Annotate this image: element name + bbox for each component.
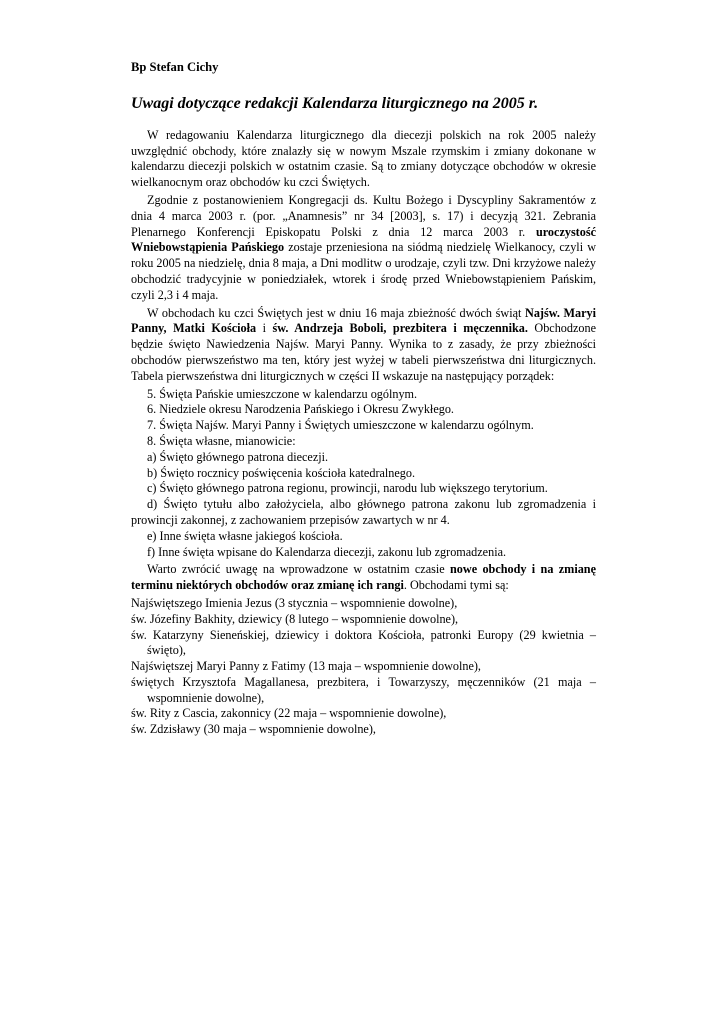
list-item: c) Święto głównego patrona regionu, prowincji, narodu lub większego terytorium. (147, 481, 548, 496)
list-item: 5. Święta Pańskie umieszczone w kalendarzu ogólnym. (147, 386, 418, 401)
paragraph-3 (131, 306, 596, 385)
list-item: e) Inne święta własne jakiegoś kościoła. (147, 528, 343, 543)
paragraph-2-bold: uroczystość Wniebowstąpienia Pańskiego (131, 224, 596, 255)
paragraph-2-text-a: Zgodnie z postanowieniem Kongregacji ds. Kultu Bożego i Dyscypliny Sakramentów z dnia 4 marca 2003 r. (por. „Anamnesis” nr 34 [2003], s. 17) i decyzją 321. Zebrania Plenarnego Konferencji Episkopatu Polski z dnia 12 marca 2003 r. (131, 192, 596, 239)
feast-entry: Najświętszej Maryi Panny z Fatimy (13 maja – wspomnienie dowolne), (131, 659, 481, 674)
feast-entry: świętych Krzysztofa Magallanesa, prezbitera, i Towarzyszy, męczenników (21 maja – wspomnienie dowolne), (131, 674, 596, 705)
paragraph-3-text-a: W obchodach ku czci Świętych jest w dniu 16 maja zbieżność dwóch świąt (147, 305, 526, 320)
feast-entry: św. Zdzisławy (30 maja – wspomnienie dowolne), (131, 722, 376, 737)
list-item: b) Święto rocznicy poświęcenia kościoła katedralnego. (147, 465, 416, 480)
feast-list (131, 596, 596, 738)
paragraph-2 (131, 193, 596, 304)
paragraph-3-text-c: i (256, 321, 273, 336)
paragraph-4-text-a: Warto zwrócić uwagę na wprowadzone w ostatnim czasie (147, 562, 451, 577)
feast-entry: św. Józefiny Bakhity, dziewicy (8 lutego – wspomnienie dowolne), (131, 611, 459, 626)
author: Bp Stefan Cichy (131, 60, 219, 74)
feast-entry: św. Katarzyny Sieneńskiej, dziewicy i doktora Kościoła, patronki Europy (29 kwietnia – święto), (131, 627, 596, 658)
document-title: Uwagi dotyczące redakcji Kalendarza liturgicznego na 2005 r. (131, 94, 539, 112)
paragraph-3-bold-1: Najśw. Maryi Panny, Matki Kościoła (131, 305, 597, 336)
precedence-list (131, 387, 596, 561)
feast-entry: św. Rity z Cascia, zakonnicy (22 maja – wspomnienie dowolne), (131, 706, 447, 721)
document-page (131, 60, 596, 738)
paragraph-2-text-c: zostaje przeniesiona na siódmą niedzielę Wielkanocy, czyli w roku 2005 na niedzielę, dnia 8 maja, a Dni modlitw o urodzaje, czyli tzw. Dni krzyżowe należy obchodzić tradycyjnie w poniedziałek, wtorek i środę przed Wniebowstąpieniem Pańskim, czyli 2,3 i 4 maja. (131, 240, 596, 302)
list-item: f) Inne święta wpisane do Kalendarza diecezji, zakonu lub zgromadzenia. (147, 544, 507, 559)
list-item: a) Święto głównego patrona diecezji. (147, 449, 329, 464)
paragraph-4-text-c: . Obchodami tymi są: (403, 578, 509, 593)
paragraph-1: W redagowaniu Kalendarza liturgicznego dla diecezji polskich na rok 2005 należy uwzględnić obchody, które znalazły się w nowym Mszale rzymskim i zmiany dokonane w kalendarzu diecezji polskich w ostatnim czasie. Są to zmiany dotyczące obchodów w okresie wielkanocnym oraz obchodów ku czci Świętych. (131, 127, 596, 190)
paragraph-3-bold-2: św. Andrzeja Boboli, prezbitera i męczennika. (272, 321, 528, 336)
list-item: 8. Święta własne, mianowicie: (147, 433, 296, 448)
list-item: d) Święto tytułu albo założyciela, albo głównego patrona zakonu lub zgromadzenia i prowincji zakonnej, z zachowaniem przepisów zawartych w nr 4. (131, 497, 596, 527)
paragraph-3-text-e: Obchodzone będzie święto Nawiedzenia Najśw. Maryi Panny. Wynika to z zasady, że przy zbieżności obchodów pierwszeństwo ma ten, który jest wyżej w tabeli pierwszeństwa dni liturgicznych. Tabela pierwszeństwa dni liturgicznych w części II wskazuje na następujący porządek: (131, 321, 597, 383)
paragraph-4 (131, 562, 596, 594)
list-item: 6. Niedziele okresu Narodzenia Pańskiego i Okresu Zwykłego. (147, 402, 454, 417)
feast-entry: Najświętszego Imienia Jezus (3 stycznia – wspomnienie dowolne), (131, 595, 458, 610)
list-item: 7. Święta Najśw. Maryi Panny i Świętych umieszczone w kalendarzu ogólnym. (147, 418, 534, 433)
paragraph-4-bold: nowe obchody i na zmianę terminu niektórych obchodów oraz zmianę ich rangi (131, 562, 596, 593)
